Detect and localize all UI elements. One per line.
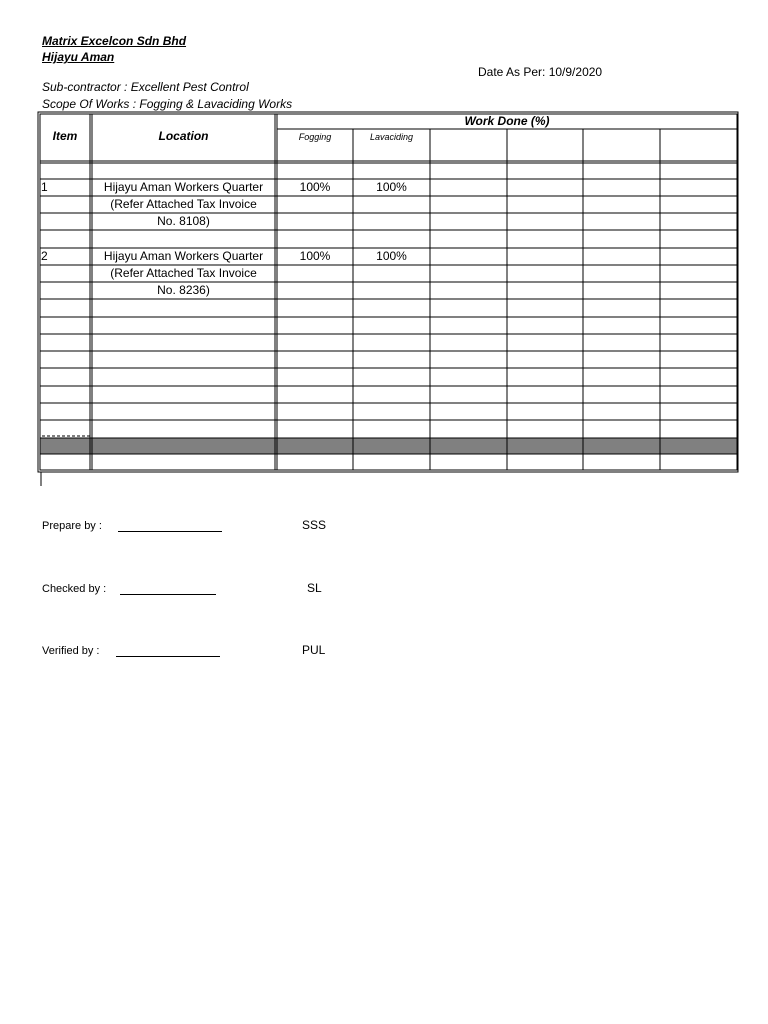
row1-lavaciding: 100% bbox=[376, 180, 407, 194]
prepare-by-label: Prepare by : bbox=[42, 520, 102, 532]
row1-location-line2: (Refer Attached Tax Invoice bbox=[110, 197, 257, 211]
row2-location-line2: (Refer Attached Tax Invoice bbox=[110, 266, 257, 280]
row2-fogging: 100% bbox=[299, 249, 331, 263]
col-header-location: Location bbox=[158, 129, 209, 143]
verified-by-label: Verified by : bbox=[42, 645, 100, 657]
row1-location-line3: No. 8108) bbox=[157, 214, 210, 228]
col-header-fogging: Fogging bbox=[298, 132, 332, 142]
checked-by-label: Checked by : bbox=[42, 583, 107, 595]
shaded-total-row bbox=[40, 438, 737, 454]
col-header-lavaciding: Lavaciding bbox=[369, 132, 414, 142]
row1-item: 1 bbox=[41, 180, 48, 194]
prepare-by-line bbox=[118, 531, 222, 532]
row1-fogging: 100% bbox=[299, 180, 331, 194]
row1-location-line1: Hijayu Aman Workers Quarter bbox=[103, 180, 264, 194]
prepare-by-value: SSS bbox=[302, 518, 327, 532]
date-as-per: Date As Per: 10/9/2020 bbox=[478, 65, 603, 79]
verified-by-value: PUL bbox=[302, 643, 326, 657]
col-header-work-done: Work Done (%) bbox=[464, 114, 550, 128]
row2-location-line1: Hijayu Aman Workers Quarter bbox=[103, 249, 264, 263]
col-header-item: Item bbox=[52, 129, 78, 143]
row2-item: 2 bbox=[41, 249, 48, 263]
checked-by-line bbox=[120, 594, 216, 595]
verified-by-line bbox=[116, 656, 220, 657]
checked-by-value: SL bbox=[307, 581, 322, 595]
row2-location-line3: No. 8236) bbox=[157, 283, 210, 297]
scope-line: Scope Of Works : Fogging & Lavaciding Works bbox=[42, 97, 293, 111]
project-name: Hijayu Aman bbox=[42, 50, 115, 64]
subcontractor-line: Sub-contractor : Excellent Pest Control bbox=[42, 80, 249, 94]
company-name: Matrix Excelcon Sdn Bhd bbox=[42, 34, 187, 48]
row2-lavaciding: 100% bbox=[376, 249, 407, 263]
